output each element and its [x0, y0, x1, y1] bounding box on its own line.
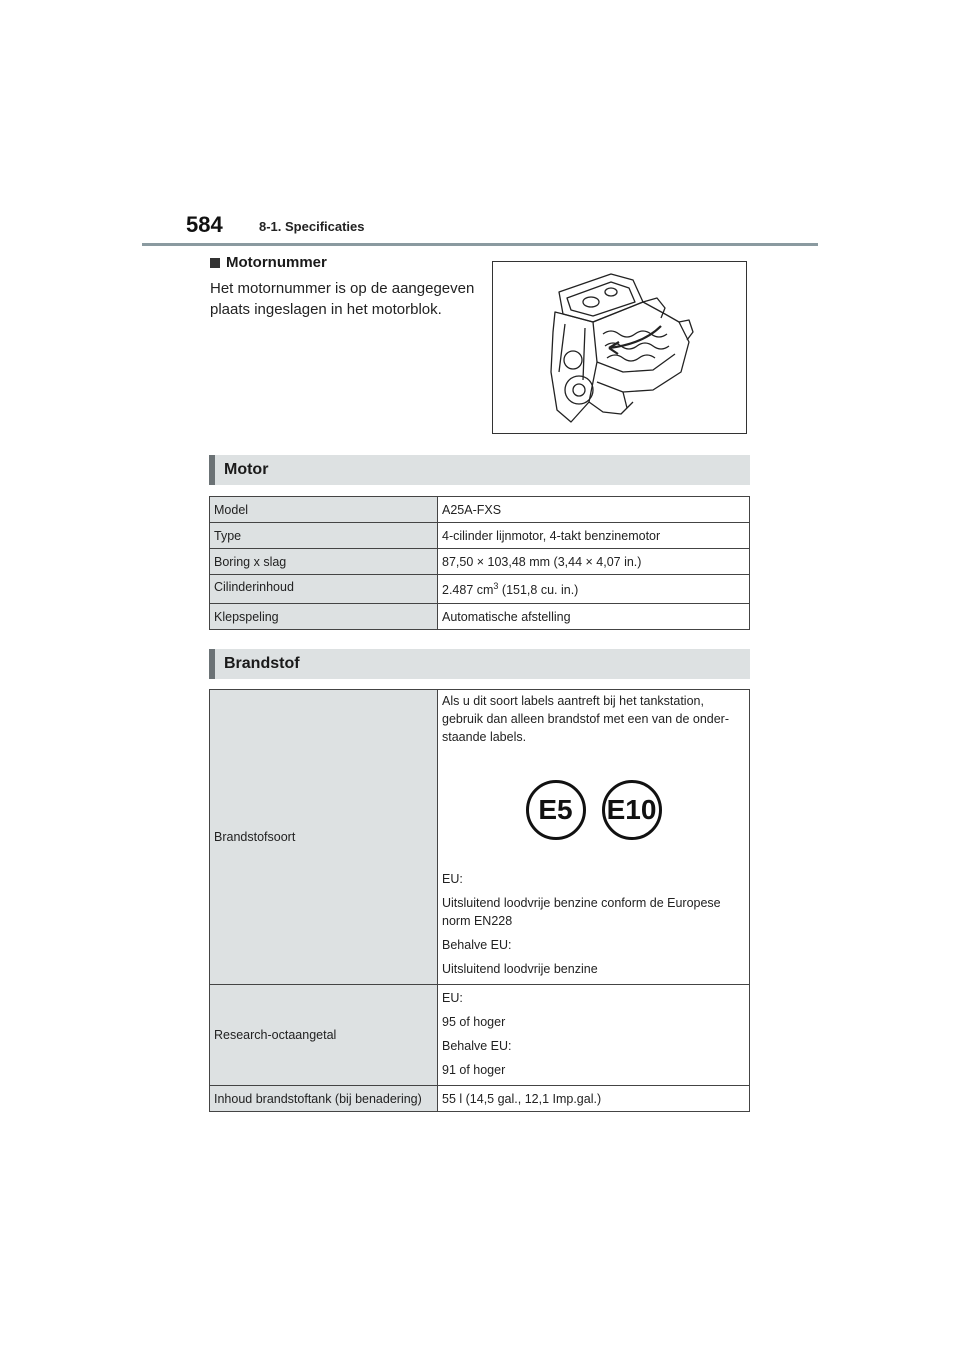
table-row — [210, 985, 750, 1086]
engine-drawing-icon — [493, 262, 746, 433]
cell-value: 55 l (14,5 gal., 12,1 Imp.gal.) — [438, 1086, 750, 1112]
engine-number-heading — [210, 254, 327, 271]
cell-label: Brandstofsoort — [210, 690, 438, 985]
cell-label: Cilinderinhoud — [210, 575, 438, 604]
cell-value — [438, 690, 750, 985]
engine-illustration — [492, 261, 747, 434]
fuel-label-intro: Als u dit soort labels aantreft bij het tankstation, gebruik dan alleen brandstof met een van de onder-staande labels. — [442, 694, 729, 744]
cell-value: A25A-FXS — [438, 497, 750, 523]
octane-line: Behalve EU: — [442, 1039, 512, 1053]
table-row — [210, 497, 750, 523]
table-row — [210, 1086, 750, 1112]
octane-line: EU: — [442, 991, 463, 1005]
fuel-spec-table — [209, 689, 750, 1112]
displacement-imperial: (151,8 cu. in.) — [498, 583, 579, 598]
cell-label: Model — [210, 497, 438, 523]
octane-line: 91 of hoger — [442, 1063, 506, 1077]
e10-badge: E10 — [602, 780, 662, 840]
fuel-badges — [442, 780, 745, 840]
displacement-value: 2.487 cm — [442, 583, 494, 598]
e5-badge: E5 — [526, 780, 586, 840]
motor-spec-table — [209, 496, 750, 630]
fuel-line: Uitsluitend loodvrije benzine conform de Europese norm EN228 — [442, 896, 721, 928]
table-row — [210, 523, 750, 549]
table-row — [210, 690, 750, 985]
section-title-motor: Motor — [209, 455, 750, 485]
section-title-brandstof: Brandstof — [209, 649, 750, 679]
engine-number-description: Het motornummer is op de aangegeven plaats ingeslagen in het motorblok. — [210, 280, 475, 318]
octane-line: 95 of hoger — [442, 1015, 506, 1029]
cell-value — [438, 575, 750, 604]
header-divider — [142, 243, 818, 246]
cell-label: Research-octaangetal — [210, 985, 438, 1086]
fuel-line: Uitsluitend loodvrije benzine — [442, 962, 598, 976]
cell-value: 4-cilinder lijnmotor, 4-takt benzinemotor — [438, 523, 750, 549]
cell-label: Inhoud brandstoftank (bij benadering) — [210, 1086, 438, 1112]
fuel-line: Behalve EU: — [442, 938, 512, 952]
fuel-line: EU: — [442, 872, 463, 886]
cell-label: Type — [210, 523, 438, 549]
cell-label: Boring x slag — [210, 549, 438, 575]
table-row — [210, 575, 750, 604]
cell-label: Klepspeling — [210, 604, 438, 630]
cell-value — [438, 985, 750, 1086]
cell-value: 87,50 × 103,48 mm (3,44 × 4,07 in.) — [438, 549, 750, 575]
cell-value: Automatische afstelling — [438, 604, 750, 630]
square-bullet-icon — [210, 258, 220, 268]
table-row — [210, 549, 750, 575]
chapter-title: 8-1. Specificaties — [259, 219, 365, 234]
table-row — [210, 604, 750, 630]
engine-number-heading-text: Motornummer — [226, 254, 327, 271]
displacement-superscript: 3 — [493, 580, 499, 591]
page-number: 584 — [186, 212, 223, 237]
